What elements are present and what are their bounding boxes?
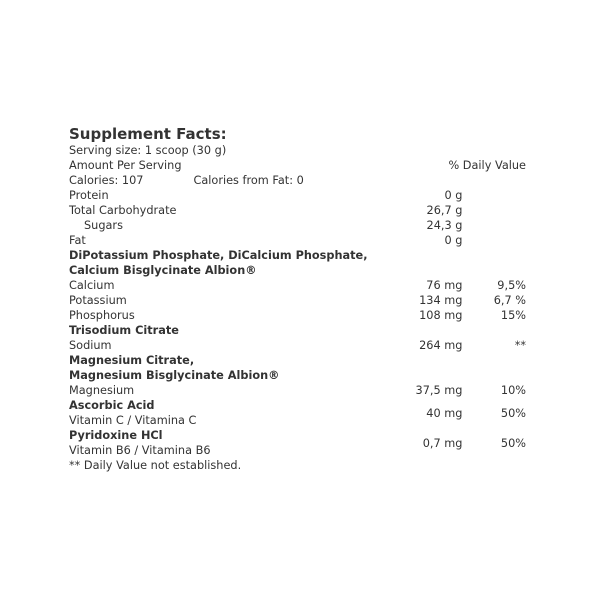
nutrient-amount: 264 mg	[419, 339, 463, 352]
table-row	[69, 428, 526, 458]
table-row	[69, 203, 526, 218]
ingredient-group-name: Pyridoxine HCl	[69, 429, 163, 442]
nutrient-name: Vitamin C / Vitamina C	[69, 414, 197, 427]
nutrient-dv: 9,5%	[497, 279, 526, 292]
ingredient-group-name: DiPotassium Phosphate, DiCalcium Phosphate,	[69, 249, 368, 262]
footnote: ** Daily Value not established.	[69, 459, 242, 472]
ingredient-cell	[69, 428, 376, 458]
nutrient-dv: 50%	[500, 406, 526, 420]
ingredient-group-name: Ascorbic Acid	[69, 399, 155, 412]
ingredient-group-name: Trisodium Citrate	[69, 324, 179, 337]
nutrient-dv: 10%	[500, 384, 526, 397]
table-row	[69, 233, 526, 248]
ingredient-cell	[69, 398, 376, 428]
supplement-facts-panel	[69, 125, 529, 473]
table-row	[69, 383, 526, 398]
table-row	[69, 278, 526, 293]
nutrient-name: Protein	[69, 189, 109, 202]
ingredient-group-row	[69, 368, 526, 383]
calories: Calories: 107	[69, 174, 144, 187]
nutrient-dv: 6,7 %	[493, 294, 526, 307]
ingredient-group-row	[69, 263, 526, 278]
amount-per-serving-label: Amount Per Serving	[69, 159, 182, 172]
nutrient-name: Fat	[69, 234, 86, 247]
calories-from-fat: Calories from Fat: 0	[193, 174, 304, 187]
nutrient-dv	[462, 233, 526, 248]
nutrient-amount: 108 mg	[419, 309, 463, 322]
nutrient-amount: 0,7 mg	[422, 436, 463, 450]
nutrient-amount: 40 mg	[426, 406, 463, 420]
nutrient-name: Magnesium	[69, 384, 135, 397]
ingredient-group-row	[69, 323, 526, 338]
nutrient-dv	[462, 188, 526, 203]
table-row	[69, 338, 526, 353]
nutrient-name: Sodium	[69, 339, 112, 352]
nutrient-dv: 50%	[500, 436, 526, 450]
nutrient-amount: 76 mg	[426, 279, 463, 292]
table-row	[69, 293, 526, 308]
table-row	[69, 173, 526, 188]
ingredient-group-row	[69, 353, 526, 368]
nutrient-name: Phosphorus	[69, 309, 135, 322]
nutrient-amount: 0 g	[444, 234, 463, 247]
nutrient-name: Sugars	[84, 219, 123, 232]
table-row	[69, 308, 526, 323]
table-row	[69, 158, 526, 173]
table-row	[69, 188, 526, 203]
nutrient-dv	[462, 203, 526, 218]
table-row	[69, 143, 526, 158]
nutrient-amount: 24,3 g	[426, 219, 463, 232]
ingredient-group-row	[69, 248, 526, 263]
nutrient-amount: 134 mg	[419, 294, 463, 307]
nutrient-name: Calcium	[69, 279, 115, 292]
nutrient-amount: 37,5 mg	[415, 384, 463, 397]
nutrient-name: Total Carbohydrate	[69, 204, 177, 217]
serving-size: Serving size: 1 scoop (30 g)	[69, 144, 227, 157]
nutrient-dv	[462, 218, 526, 233]
panel-title: Supplement Facts:	[69, 125, 227, 143]
nutrient-name: Vitamin B6 / Vitamina B6	[69, 444, 211, 457]
daily-value-header: % Daily Value	[448, 159, 526, 172]
table-row	[69, 458, 526, 473]
nutrient-dv: 15%	[500, 309, 526, 322]
nutrient-amount: 0 g	[444, 189, 463, 202]
table-row	[69, 398, 526, 428]
supplement-facts-table	[69, 143, 526, 473]
calories-row	[69, 173, 526, 188]
ingredient-group-name: Magnesium Citrate,	[69, 354, 195, 367]
ingredient-group-name: Magnesium Bisglycinate Albion®	[69, 369, 280, 382]
table-row	[69, 218, 526, 233]
ingredient-group-name: Calcium Bisglycinate Albion®	[69, 264, 257, 277]
nutrient-dv: **	[514, 339, 526, 352]
nutrient-name: Potassium	[69, 294, 127, 307]
nutrient-amount: 26,7 g	[426, 204, 463, 217]
